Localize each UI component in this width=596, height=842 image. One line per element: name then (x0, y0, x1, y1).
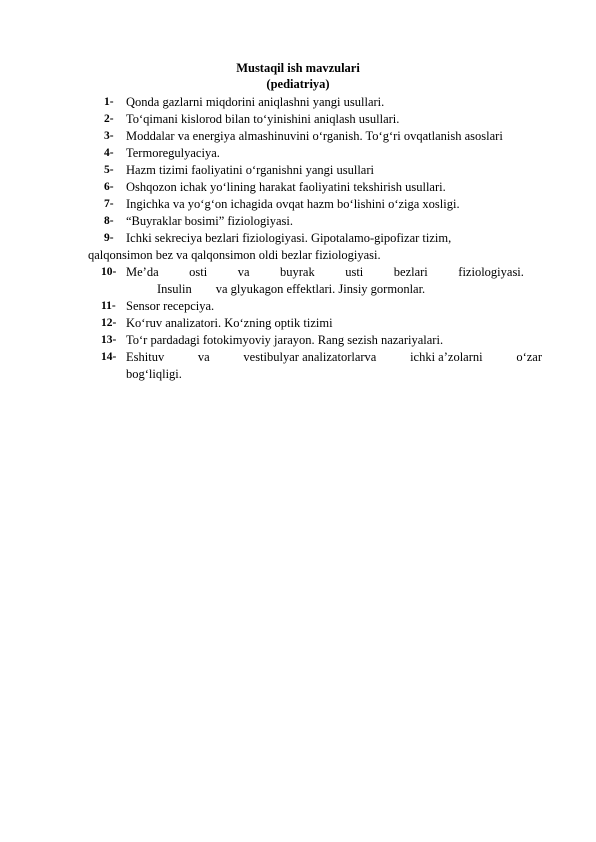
item-text: Moddalar va energiya almashinuvini o‘rganish. To‘g‘ri ovqatlanish asoslari (126, 129, 503, 143)
item-text: “Buyraklar bosimi” fiziologiyasi. (126, 214, 293, 228)
item-text: To‘qimani kislorod bilan to‘yinishini aniqlash usullari. (126, 112, 400, 126)
item-text-continuation: bog‘liqligi. (126, 367, 182, 381)
item-text-continuation (157, 281, 425, 298)
item-word: vestibulyar analizatorlarva (243, 350, 377, 364)
item-word: o‘zar (516, 350, 542, 364)
list-item (0, 298, 596, 315)
list-item (0, 230, 596, 264)
item-number: 10- (101, 266, 117, 278)
item-word: osti (189, 265, 208, 279)
item-word: Me’da (126, 265, 159, 279)
item-text: Termoregulyaciya. (126, 146, 220, 160)
item-word: ichki a’zolarni (410, 350, 483, 364)
topic-list (0, 94, 596, 383)
item-text: Qonda gazlarni miqdorini aniqlashni yangi usullari. (126, 95, 385, 109)
list-item (0, 179, 596, 196)
item-word: usti (345, 265, 364, 279)
item-text: To‘r pardadagi fotokimyoviy jarayon. Rang sezish nazariyalari. (126, 333, 444, 347)
item-number: 1- (104, 96, 114, 108)
list-item (0, 128, 596, 145)
item-number: 2- (104, 113, 114, 125)
item-text: Ko‘ruv analizatori. Ko‘zning optik tizimi (126, 316, 333, 330)
item-number: 8- (104, 215, 114, 227)
item-text (126, 264, 524, 281)
item-number: 14- (101, 351, 117, 363)
list-item (0, 162, 596, 179)
item-word: buyrak (280, 265, 315, 279)
item-text: Sensor recepciya. (126, 299, 215, 313)
list-item (0, 213, 596, 230)
list-item (0, 332, 596, 349)
item-number: 7- (104, 198, 114, 210)
document-title: Mustaqil ish mavzulari (236, 61, 360, 75)
item-word: va (197, 350, 210, 364)
list-item (0, 264, 596, 298)
item-number: 3- (104, 130, 114, 142)
list-item (0, 349, 596, 383)
item-number: 12- (101, 317, 117, 329)
item-number: 11- (101, 300, 116, 312)
list-item (0, 196, 596, 213)
item-number: 4- (104, 147, 114, 159)
list-item (0, 111, 596, 128)
item-word: va glyukagon effektlari. Jinsiy gormonlar. (215, 282, 426, 296)
item-word: Insulin (157, 282, 192, 296)
item-text: Ingichka va yo‘g‘on ichagida ovqat hazm bo‘lishini o‘ziga xosligi. (126, 197, 460, 211)
item-word: Eshituv (126, 350, 165, 364)
item-word: va (237, 265, 250, 279)
item-number: 6- (104, 181, 114, 193)
item-text: Ichki sekreciya bezlari fiziologiyasi. Gipotalamo-gipofizar tizim, (126, 231, 452, 245)
item-word: bezlari (393, 265, 428, 279)
item-text: Oshqozon ichak yo‘lining harakat faoliyatini tekshirish usullari. (126, 180, 446, 194)
item-text (126, 349, 542, 366)
document-subtitle: (pediatriya) (266, 77, 330, 91)
list-item (0, 315, 596, 332)
list-item (0, 94, 596, 111)
item-text: Hazm tizimi faoliyatini o‘rganishni yangi usullari (126, 163, 374, 177)
item-number: 5- (104, 164, 114, 176)
list-item (0, 145, 596, 162)
item-number: 13- (101, 334, 117, 346)
item-number: 9- (104, 232, 114, 244)
item-text-continuation: qalqonsimon bez va qalqonsimon oldi bezlar fiziologiyasi. (88, 248, 381, 262)
item-word: fiziologiyasi. (458, 265, 524, 279)
